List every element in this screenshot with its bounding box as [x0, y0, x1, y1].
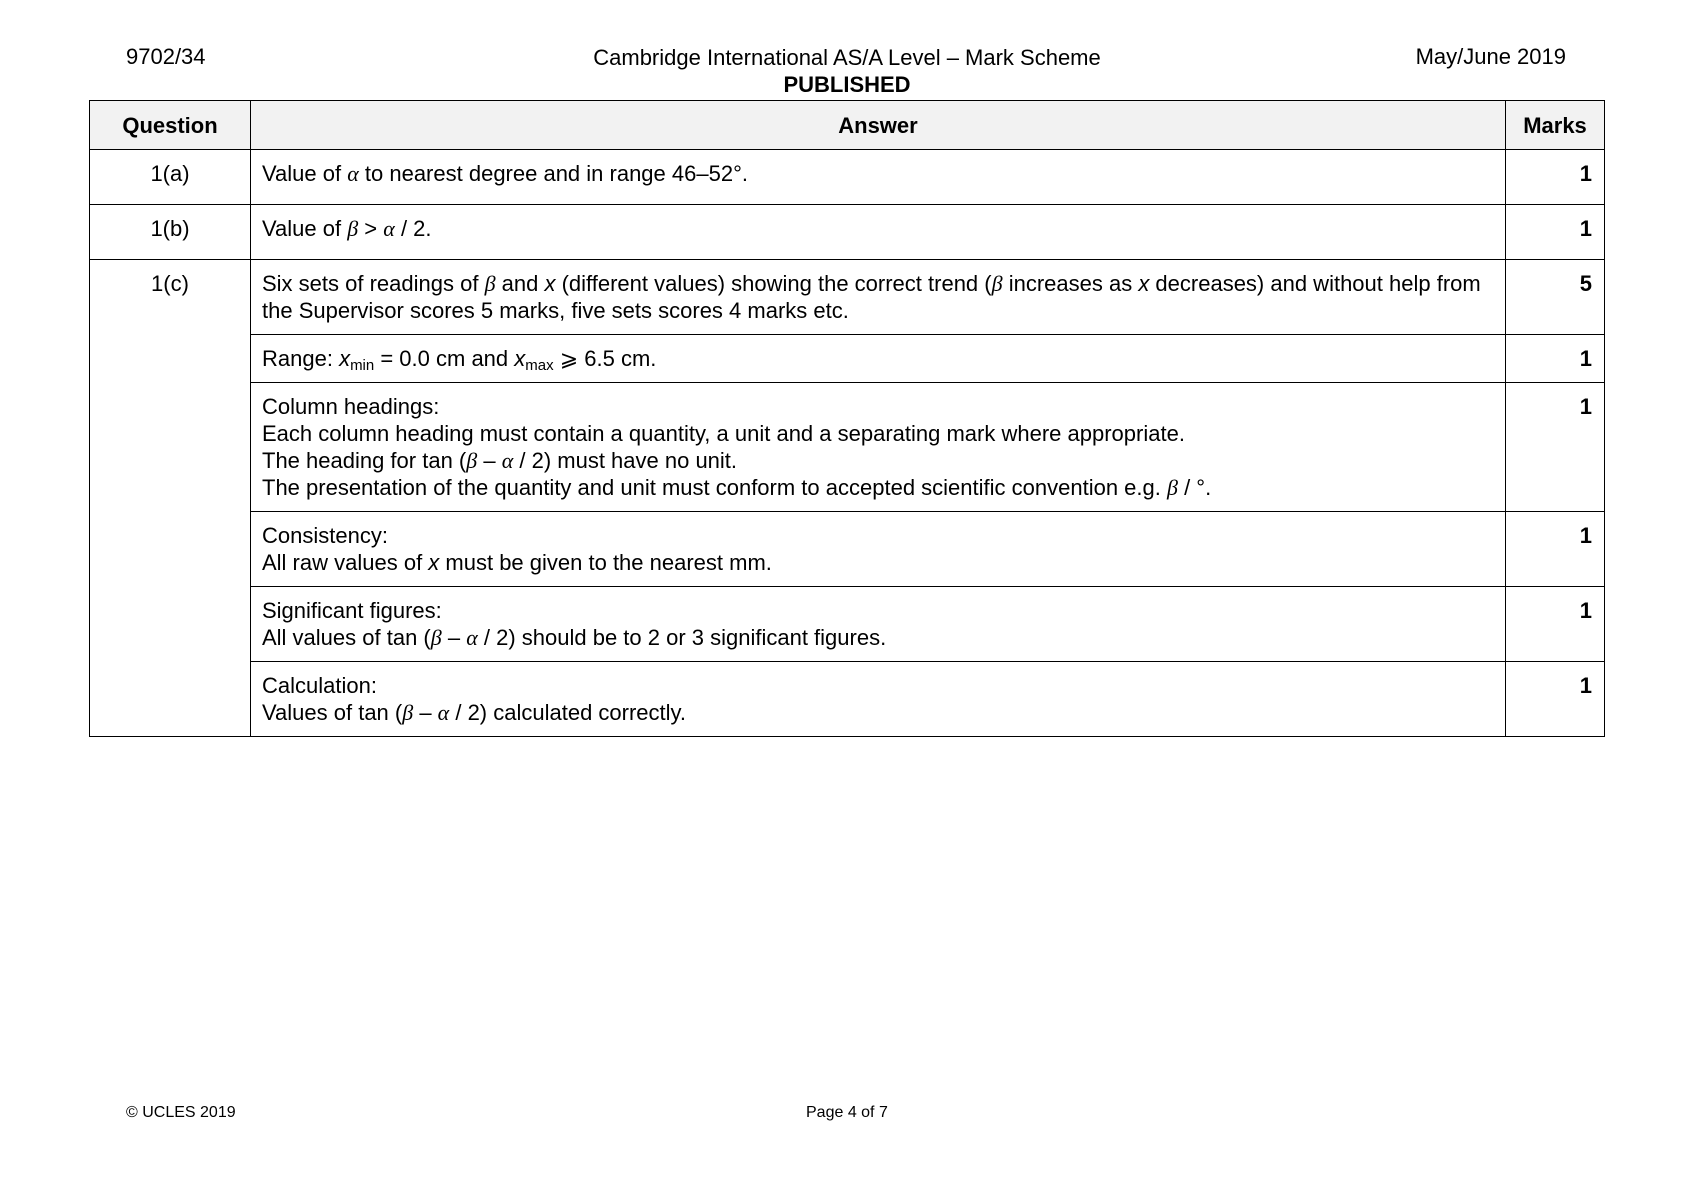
x-variable: x [544, 271, 556, 296]
beta-symbol: β [466, 448, 478, 473]
answer-cell [251, 150, 1506, 205]
answer-line [262, 549, 1495, 576]
answer-text: / 2) calculated correctly. [449, 700, 687, 725]
answer-line: Column headings: [262, 394, 440, 419]
answer-text: / 2) must have no unit. [513, 448, 738, 473]
question-number: 1(a) [90, 150, 251, 205]
answer-text: All raw values of [262, 550, 429, 575]
copyright-notice: © UCLES 2019 [126, 1104, 236, 1121]
answer-line [262, 624, 1495, 651]
table-row [90, 335, 1605, 383]
answer-text: / 2. [394, 216, 432, 241]
table-header-row [90, 101, 1605, 150]
beta-symbol: β [430, 625, 442, 650]
answer-column-header: Answer [251, 101, 1506, 150]
table-row [90, 662, 1605, 737]
answer-cell [251, 512, 1506, 587]
answer-line [262, 474, 1495, 501]
mark-scheme-table [89, 100, 1605, 737]
answer-text: = 0.0 cm and [374, 346, 515, 371]
beta-symbol: β [991, 271, 1003, 296]
alpha-symbol: α [466, 625, 478, 650]
answer-cell [251, 205, 1506, 260]
answer-text: Value of [262, 216, 348, 241]
answer-text: to nearest degree and in range 46–52°. [358, 161, 748, 186]
answer-line: Calculation: [262, 673, 377, 698]
subscript-min: min [350, 357, 375, 374]
answer-text: (different values) showing the correct trend ( [555, 271, 992, 296]
alpha-symbol: α [347, 161, 359, 186]
answer-cell [251, 335, 1506, 383]
subscript-max: max [525, 357, 554, 374]
answer-text: must be given to the nearest mm. [439, 550, 772, 575]
marks-value: 5 [1506, 260, 1605, 335]
marks-value: 1 [1506, 205, 1605, 260]
answer-text: – [413, 700, 438, 725]
paper-code: 9702/34 [126, 44, 206, 69]
x-variable: x [428, 550, 440, 575]
alpha-symbol: α [437, 700, 450, 725]
answer-cell [251, 383, 1506, 512]
beta-symbol: β [1166, 475, 1178, 500]
answer-text: increases as [1002, 271, 1139, 296]
answer-text: / °. [1177, 475, 1212, 500]
answer-line [262, 699, 1495, 726]
answer-cell [251, 587, 1506, 662]
answer-text: Value of [262, 161, 348, 186]
answer-text: – [477, 448, 502, 473]
table-row [90, 587, 1605, 662]
table-row [90, 383, 1605, 512]
answer-text: decreases) and without help from the Supervisor scores 5 marks, five sets scores 4 marks etc. [262, 271, 1481, 323]
marks-column-header: Marks [1506, 101, 1605, 150]
answer-cell [251, 662, 1506, 737]
answer-text: The presentation of the quantity and unit must conform to accepted scientific convention e.g. [262, 475, 1167, 500]
answer-text: Values of tan ( [262, 700, 403, 725]
beta-symbol: β [402, 700, 414, 725]
answer-text: All values of tan ( [262, 625, 431, 650]
x-variable: x [514, 346, 526, 371]
marks-value: 1 [1506, 587, 1605, 662]
published-label: PUBLISHED [783, 72, 911, 97]
answer-line: Significant figures: [262, 598, 442, 623]
table-row [90, 512, 1605, 587]
answer-cell [251, 260, 1506, 335]
table-row [90, 260, 1605, 335]
marks-value: 1 [1506, 335, 1605, 383]
alpha-symbol: α [501, 448, 514, 473]
table-row [90, 150, 1605, 205]
answer-text: ⩾ 6.5 cm. [553, 346, 657, 371]
x-variable: x [1138, 271, 1150, 296]
answer-text: > [358, 216, 384, 241]
question-column-header: Question [90, 101, 251, 150]
page-number: Page 4 of 7 [806, 1104, 888, 1121]
marks-value: 1 [1506, 383, 1605, 512]
beta-symbol: β [484, 271, 496, 296]
answer-line: Consistency: [262, 523, 388, 548]
marks-value: 1 [1506, 150, 1605, 205]
marks-value: 1 [1506, 662, 1605, 737]
marks-value: 1 [1506, 512, 1605, 587]
table-row [90, 205, 1605, 260]
document-title: Cambridge International AS/A Level – Mark Scheme [593, 45, 1101, 70]
answer-text: Range: [262, 346, 340, 371]
x-variable: x [339, 346, 351, 371]
answer-text: The heading for tan ( [262, 448, 467, 473]
answer-text: – [441, 625, 467, 650]
answer-line [262, 447, 1495, 474]
exam-session: May/June 2019 [1415, 44, 1566, 69]
beta-symbol: β [347, 216, 359, 241]
question-number: 1(b) [90, 205, 251, 260]
alpha-symbol: α [383, 216, 395, 241]
answer-line: Each column heading must contain a quantity, a unit and a separating mark where appropriate. [262, 421, 1185, 446]
answer-text: Six sets of readings of [262, 271, 485, 296]
answer-text: / 2) should be to 2 or 3 significant figures. [477, 625, 887, 650]
answer-text: and [495, 271, 545, 296]
question-number: 1(c) [90, 260, 251, 737]
